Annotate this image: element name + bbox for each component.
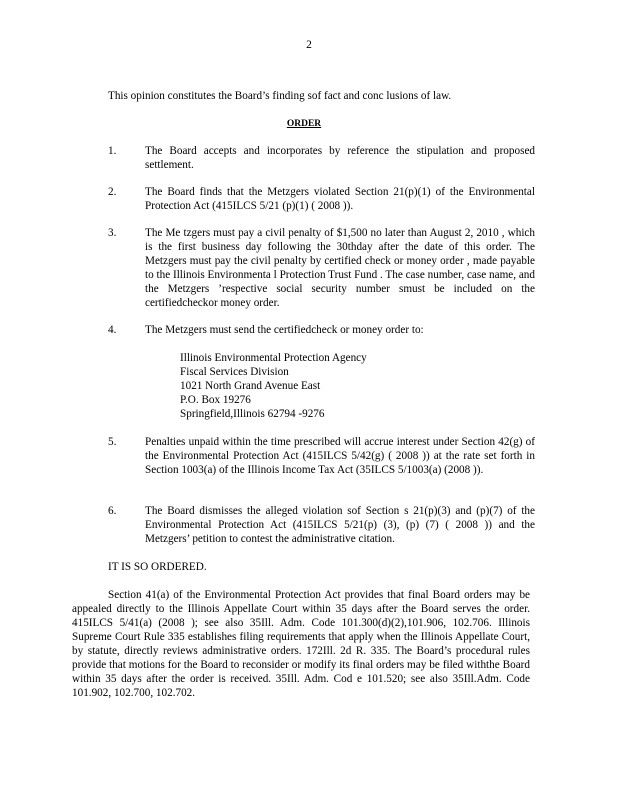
page-number: 2 [306, 39, 312, 51]
item-text: The Board dismisses the alleged violation sof Section s 21(p)(3) and (p)(7) of the Environmental Protection Act (415ILCS 5/21(p) (3), (p) (7) ( 2008 )) and the Metzgers’ petition to contest the administrative citation. [145, 505, 535, 545]
order-heading-text: ORDER [286, 119, 322, 129]
address-line: 1021 North Grand Avenue East [180, 380, 321, 392]
item-number: 1. [108, 145, 117, 157]
so-ordered: IT IS SO ORDERED. [108, 561, 207, 573]
order-item-6 [108, 504, 538, 546]
item-number: 6. [108, 505, 117, 517]
item-text: Penalties unpaid within the time prescribed will accrue interest under Section 42(g) of the Environmental Protection Act (415ILCS 5/42(g) ( 2008 )) at the rate set forth in Section 1003(a) of the Illinois Income Tax Act (35ILCS 5/1003(a) (2008 )). [145, 436, 535, 476]
order-item-3 [108, 226, 538, 310]
item-number: 5. [108, 436, 117, 448]
item-text: The Board finds that the Metzgers violated Section 21(p)(1) of the Environmental Protection Act (415ILCS 5/21 (p)(1) ( 2008 )). [145, 186, 535, 212]
address-line: P.O. Box 19276 [180, 394, 251, 406]
order-item-5 [108, 435, 538, 477]
intro-sentence: This opinion constitutes the Board’s finding sof fact and conc lusions of law. [108, 90, 452, 102]
order-item-2 [108, 185, 538, 213]
mailing-address [180, 351, 367, 421]
item-text: The Metzgers must send the certifiedcheck or money order to: [145, 324, 424, 336]
address-line: Fiscal Services Division [180, 366, 289, 378]
item-number: 2. [108, 186, 117, 198]
item-text: The Me tzgers must pay a civil penalty of $1,500 no later than August 2, 2010 , which is the first business day following the 30thday after the date of this order. The Metzgers must pay the civil penalty by certified check or money order , made payable to the Illinois Environmenta l Protection Trust Fund . The case number, case name, and the Metzgers ’respective social security number smust be included on the certifiedcheckor money order. [145, 227, 535, 309]
address-line: Springfield,Illinois 62794 -9276 [180, 408, 325, 420]
address-line: Illinois Environmental Protection Agency [180, 352, 367, 364]
order-item-1 [108, 144, 538, 172]
order-item-4 [108, 323, 538, 337]
order-heading [0, 117, 618, 131]
item-number: 4. [108, 324, 117, 336]
appeal-paragraph: Section 41(a) of the Environmental Protection Act provides that final Board orders may be appealed directly to the Illinois Appellate Court within 35 days after the Board serves the order. 415ILCS 5/41(a) (2008 ); see also 35Ill. Adm. Code 101.300(d)(2),101.906, 102.706. Illinois Supreme Court Rule 335 establishes filing requirements that apply when the Illinois Appellate Court, by statute, directly reviews administrative orders. 172Ill. 2d R. 335. The Board’s procedural rules provide that motions for the Board to reconsider or modify its final orders may be filed withthe Board within 35 days after the order is received. 35Ill. Adm. Cod e 101.520; see also 35Ill.Adm. Code 101.902, 102.700, 102.702. [72, 589, 530, 699]
item-text: The Board accepts and incorporates by reference the stipulation and proposed settlement. [145, 145, 535, 171]
item-number: 3. [108, 227, 117, 239]
